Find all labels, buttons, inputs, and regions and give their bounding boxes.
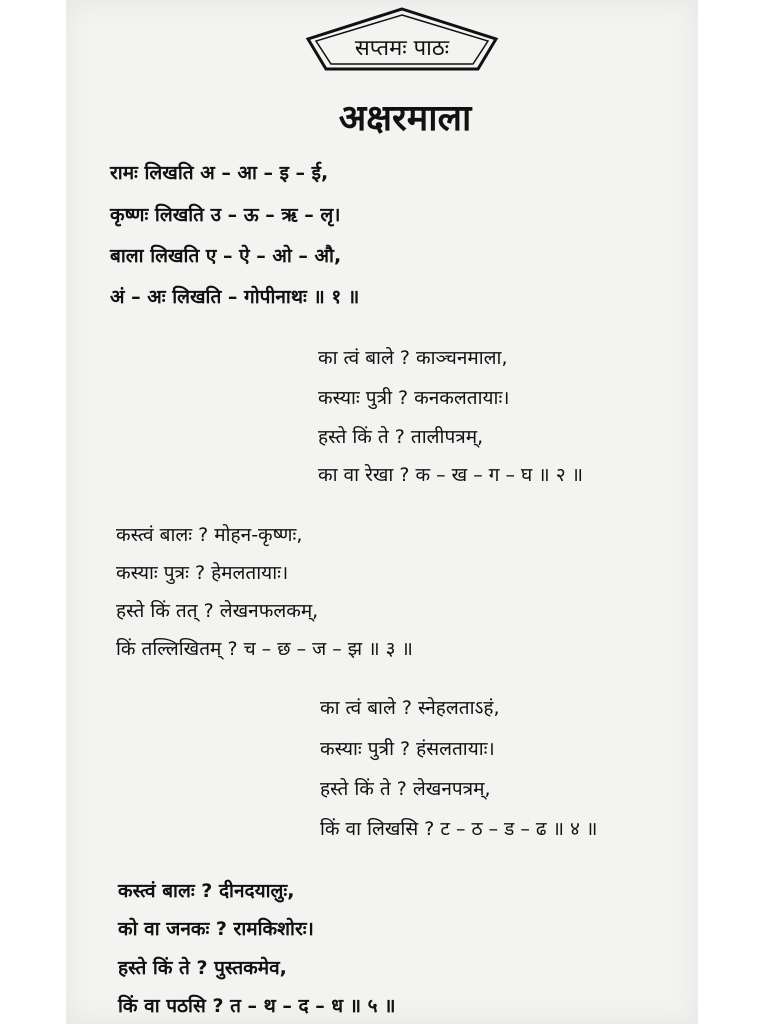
lesson-badge <box>304 6 500 72</box>
verse-1-line-1: रामः लिखति अ – आ – इ – ई, <box>110 162 329 184</box>
verse-2-line-4: का वा रेखा ? क – ख – ग – घ ॥ २ ॥ <box>318 464 584 486</box>
verse-4-line-4: किं वा लिखसि ? ट – ठ – ड – ढ ॥ ४ ॥ <box>320 818 598 840</box>
verse-3-line-4: किं तल्लिखितम् ? च – छ – ज – झ ॥ ३ ॥ <box>116 638 413 660</box>
verse-3-line-1: कस्त्वं बालः ? मोहन-कृष्णः, <box>116 524 303 546</box>
verse-4-line-2: कस्याः पुत्री ? हंसलतायाः। <box>320 738 495 760</box>
lesson-label: सप्तमः पाठः <box>354 36 450 61</box>
verse-5-line-4: किं वा पठसि ? त – थ – द – ध ॥ ५ ॥ <box>118 995 396 1017</box>
verse-3-line-3: हस्ते किं तत् ? लेखनफलकम्, <box>116 600 319 622</box>
textbook-page <box>66 0 698 1024</box>
verse-2-line-3: हस्ते किं ते ? तालीपत्रम्, <box>318 426 484 448</box>
verse-4-line-1: का त्वं बाले ? स्नेहलताऽहं, <box>320 697 500 719</box>
page-title: अक्षरमाला <box>338 98 472 139</box>
verse-1-line-2: कृष्णः लिखति उ – ऊ – ऋ – लृ। <box>110 204 341 226</box>
verse-5-line-2: को वा जनकः ? रामकिशोरः। <box>118 918 314 940</box>
verse-5-line-1: कस्त्वं बालः ? दीनदयालुः, <box>118 880 295 902</box>
verse-2-line-1: का त्वं बाले ? काञ्चनमाला, <box>318 347 508 369</box>
verse-2-line-2: कस्याः पुत्री ? कनकलतायाः। <box>318 387 510 409</box>
verse-3-line-2: कस्याः पुत्रः ? हेमलतायाः। <box>116 562 289 584</box>
verse-5-line-3: हस्ते किं ते ? पुस्तकमेव, <box>118 957 287 979</box>
verse-1-line-3: बाला लिखति ए – ऐ – ओ – औ, <box>110 245 342 267</box>
verse-4-line-3: हस्ते किं ते ? लेखनपत्रम्, <box>320 778 491 800</box>
verse-1-line-4: अं – अः लिखति – गोपीनाथः ॥ १ ॥ <box>110 286 360 308</box>
